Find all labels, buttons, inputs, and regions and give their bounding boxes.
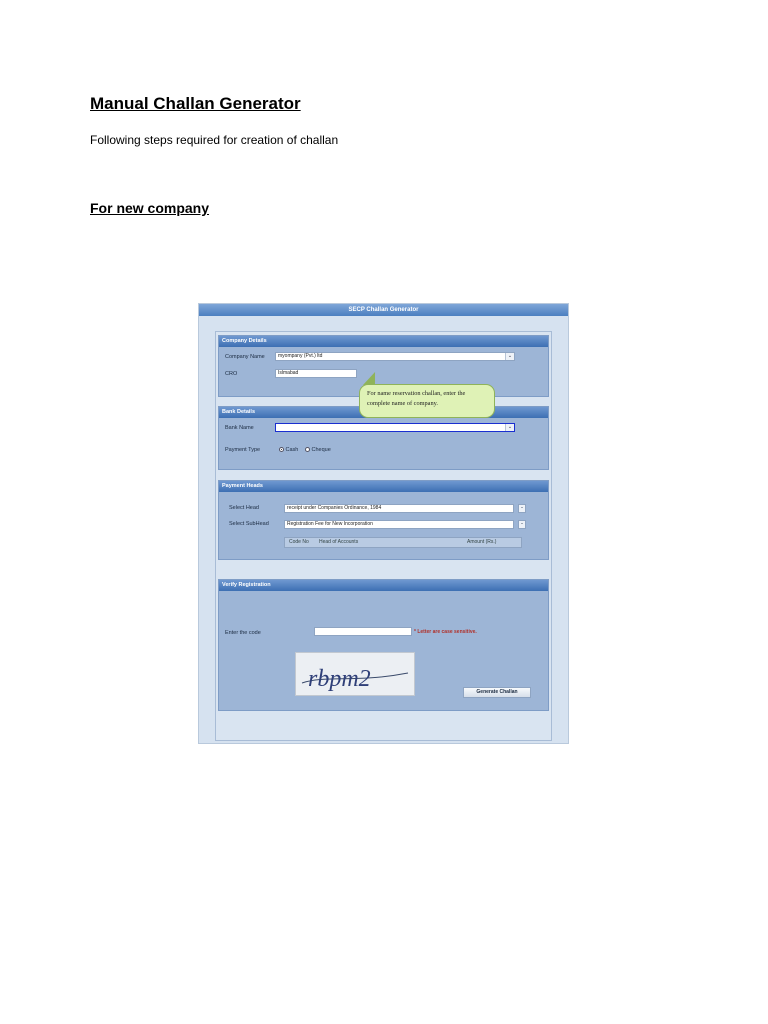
select-subhead-field[interactable]: [284, 520, 514, 529]
column-code-no: Code No: [289, 539, 309, 545]
captcha-input[interactable]: [314, 627, 412, 636]
radio-unselected-icon[interactable]: [305, 447, 310, 452]
company-name-tooltip: [359, 384, 495, 418]
payment-heads-heading: Payment Heads: [219, 481, 548, 492]
captcha-image: [295, 652, 415, 696]
document-intro: Following steps required for creation of challan: [90, 133, 339, 147]
verify-registration-heading: Verify Registration: [219, 580, 548, 591]
payment-type-cheque-option[interactable]: [305, 447, 331, 453]
select-head-field[interactable]: [284, 504, 514, 513]
challan-generator-screenshot: [198, 303, 569, 744]
captcha-graphic: [296, 653, 416, 697]
radio-selected-icon[interactable]: [279, 447, 284, 452]
cro-label: CRO: [225, 371, 238, 377]
select-head-label: Select Head: [229, 505, 259, 511]
payment-heads-panel: [218, 480, 549, 560]
bank-name-label: Bank Name: [225, 425, 254, 431]
chevron-down-icon[interactable]: ⌄: [505, 353, 514, 360]
payment-heads-table-header: [284, 537, 522, 548]
select-subhead-picker-button[interactable]: -: [518, 520, 526, 529]
cro-value: Islmabad: [278, 370, 299, 376]
select-subhead-label: Select SubHead: [229, 521, 269, 527]
app-title-bar: SECP Challan Generator: [199, 304, 568, 316]
case-sensitive-hint: * Letter are case sensitive.: [414, 629, 477, 635]
document-title: Manual Challan Generator: [90, 94, 301, 113]
cash-option-label: Cash: [285, 447, 299, 453]
select-subhead-value: Registration Fee for New Incorporation: [287, 521, 373, 527]
column-amount: Amount (Rs.): [467, 539, 497, 545]
select-head-picker-button[interactable]: -: [518, 504, 526, 513]
bank-name-select[interactable]: [275, 423, 515, 432]
company-name-select[interactable]: [275, 352, 515, 361]
company-name-label: Company Name: [225, 354, 265, 360]
bank-details-heading: Bank Details: [219, 407, 548, 418]
section-heading: For new company: [90, 200, 210, 216]
select-head-value: receipt under Companies Ordinance, 1984: [287, 505, 382, 511]
cheque-option-label: Cheque: [311, 447, 331, 453]
cro-select[interactable]: [275, 369, 357, 378]
company-name-value: myompany (Pvt.) ltd: [278, 353, 323, 359]
generate-challan-button[interactable]: Generate Challan: [463, 687, 531, 698]
payment-type-label: Payment Type: [225, 447, 261, 453]
tooltip-line-1: For name reservation challan, enter the: [367, 390, 466, 397]
enter-code-label: Enter the code: [225, 630, 261, 636]
tooltip-line-2: complete name of company.: [367, 400, 438, 407]
captcha-text: rbpm2: [308, 666, 371, 692]
chevron-down-icon[interactable]: ⌄: [505, 424, 514, 431]
column-head-of-accounts: Head of Accounts: [319, 539, 359, 545]
company-details-heading: Company Details: [219, 336, 548, 347]
payment-type-cash-option[interactable]: [279, 447, 298, 453]
